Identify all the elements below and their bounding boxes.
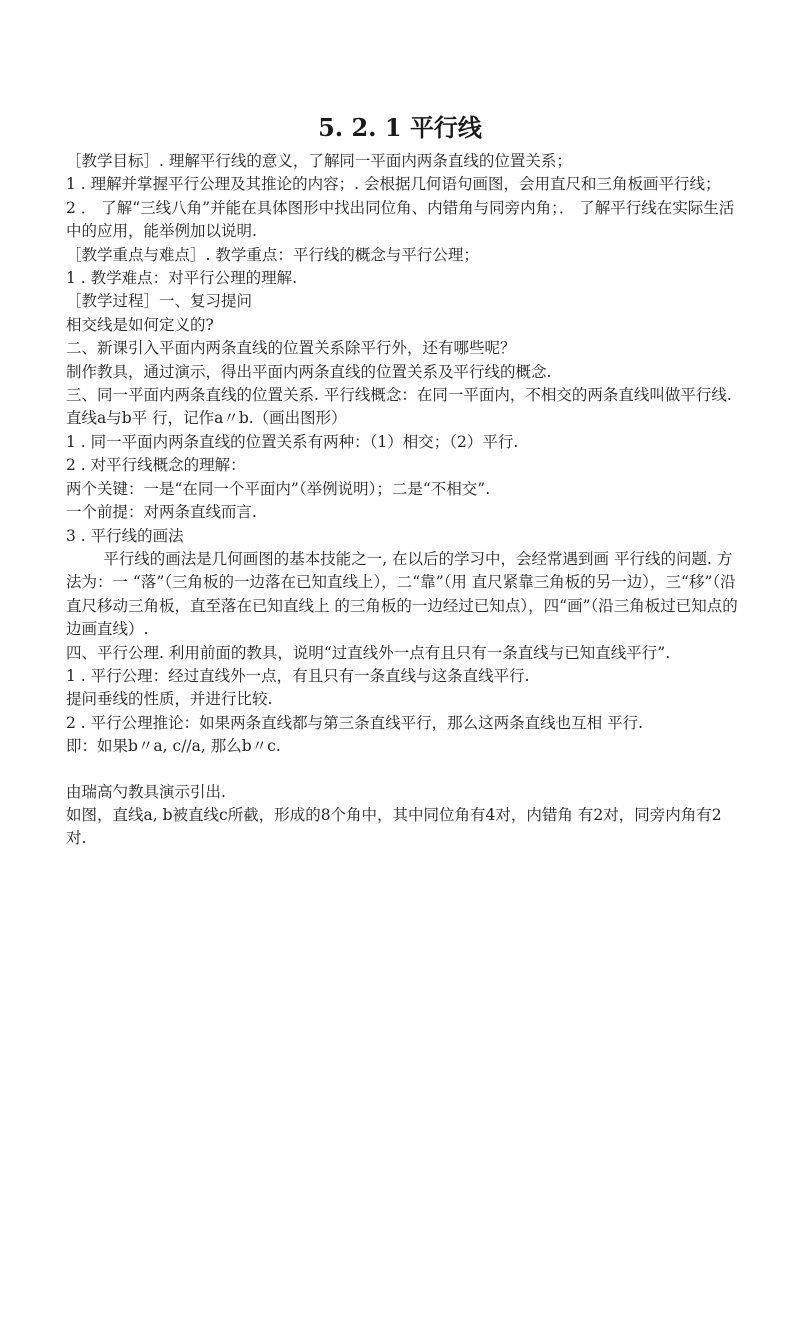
paragraph-drawing-method: 平行线的画法是几何画图的基本技能之一, 在以后的学习中，会经常遇到画 平行线的问题. 方法为：一 “落”（三角板的一边落在已知直线上），二“靠”（用 直尺紧靠三角板的另一边），三“移”（沿直尺移动三角板，直至落在已知直线上 的三角板的一边经过已知点），四“画”（沿三角板过已知点的边画直线）. (66, 549, 738, 639)
paragraph-two-keys: 两个关键：一是“在同一个平面内”（举例说明）；二是“不相交”. (66, 479, 491, 498)
paragraph-axiom-corollary: 2 . 平行公理推论：如果两条直线都与第三条直线平行，那么这两条直线也互相 平行. (66, 713, 643, 732)
paragraph-goal-2: 2 ． 了解“三线八角”并能在具体图形中找出同位角、内错角与同旁内角；． 了解平行线在实际生活中的应用，能举例加以说明. (66, 198, 735, 241)
paragraph-goal-1: 1 . 理解并掌握平行公理及其推论的内容；. 会根据几何语句画图，会用直尺和三角板画平行线； (66, 175, 721, 194)
paragraph-parallel-axiom: 1 . 平行公理：经过直线外一点，有且只有一条直线与这条直线平行. (66, 666, 530, 685)
paragraph-key-points: ［教学重点与难点］. 教学重点：平行线的概念与平行公理； (66, 245, 479, 264)
paragraph-teaching-aid: 制作教具，通过演示，得出平面内两条直线的位置关系及平行线的概念. (66, 362, 552, 381)
paragraph-process: ［教学过程］一、复习提问 (66, 292, 253, 311)
paragraph-two-relations: 1 . 同一平面内两条直线的位置关系有两种：（1）相交；（2）平行. (66, 432, 519, 451)
paragraph-review-question: 相交线是如何定义的? (66, 315, 214, 334)
paragraph-drawing-method-heading: 3 . 平行线的画法 (66, 526, 184, 545)
paragraph-new-lesson: 二、新课引入平面内两条直线的位置关系除平行外，还有哪些呢？ (66, 339, 516, 358)
paragraph-perpendicular-compare: 提问垂线的性质，并进行比较. (66, 690, 273, 709)
document-body (66, 150, 738, 851)
paragraph-angle-count: 如图，直线a, b被直线c所截，形成的8个角中，其中同位角有4对，内错角 有2对，同旁内角有2对. (66, 805, 722, 848)
paragraph-gap (66, 759, 738, 781)
paragraph-understanding: 2 . 对平行线概念的理解： (66, 456, 246, 475)
paragraph-parallel-concept: 三、同一平面内两条直线的位置关系. 平行线概念：在同一平面内，不相交的两条直线叫做平行线. 直线a与b平 行，记作a〃b.（画出图形） (66, 386, 732, 428)
paragraph-parallel-axiom-intro: 四、平行公理. 利用前面的教具，说明“过直线外一点有且只有一条直线与已知直线平行”. (66, 643, 671, 662)
page-title: 5. 2. 1 平行线 (318, 113, 482, 142)
paragraph-premise: 一个前提：对两条直线而言. (66, 503, 257, 522)
paragraph-demo-source: 由瑞高勺教具演示引出. (66, 782, 226, 801)
paragraph-corollary-formula: 即：如果b〃a, c//a, 那么b〃c. (66, 737, 281, 756)
paragraph-teaching-goal: ［教学目标］. 理解平行线的意义，了解同一平面内两条直线的位置关系； (66, 152, 572, 170)
paragraph-difficulty: 1 . 教学难点：对平行公理的理解. (66, 269, 298, 288)
